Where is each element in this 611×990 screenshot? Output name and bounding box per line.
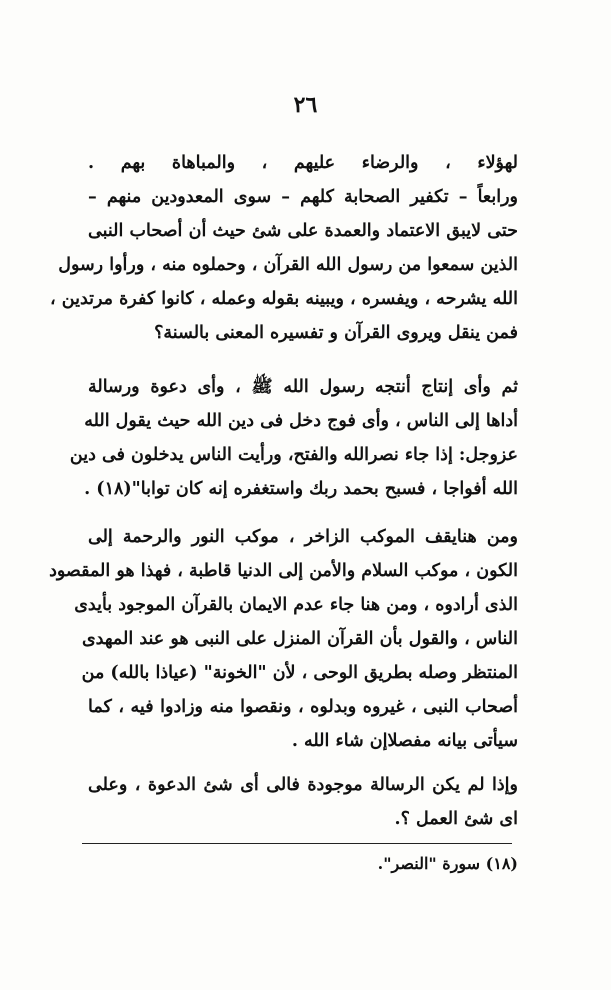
- paragraph-text: [49, 520, 518, 758]
- text-line: الله أفواجا ، فسبح بحمد ربك واستغفره إنه كان توابا"(١٨) .: [84, 479, 518, 499]
- paragraph-3: [49, 520, 518, 758]
- paragraph-text: [88, 768, 518, 836]
- text-line: لهؤلاء ، والرضاء عليهم ، والمباهاة بهم .: [88, 153, 518, 173]
- text-line: الذين سمعوا من رسول الله القرآن ، وحملوه منه ، ورأوا رسول: [58, 255, 518, 275]
- text-line: حتى لايبق الاعتماد والعمدة على شئ حيث أن أصحاب النبى: [88, 221, 518, 241]
- paragraph-text: [69, 370, 518, 506]
- text-line: الله يشرحه ، ويفسره ، ويبينه بقوله وعمله ، كانوا كفرة مرتدين ،: [50, 289, 518, 309]
- paragraph-4: [88, 768, 518, 836]
- paragraph-1: [50, 146, 518, 350]
- page-number: ٢٦: [293, 92, 318, 118]
- text-line: فمن ينقل ويروى القرآن و تفسيره المعنى بالسنة؟: [154, 323, 518, 343]
- text-line: أصحاب النبى ، غيروه وبدلوه ، ونقصوا منه وزادوا فيه ، كما: [88, 697, 518, 717]
- text-line: سيأتى بيانه مفصلاإن شاء الله .: [291, 731, 518, 751]
- text-line: الناس ، والقول بأن القرآن المنزل على النبى هو عند المهدى: [81, 629, 518, 649]
- paragraph-2: [69, 370, 518, 506]
- text-line: الذى أرادوه ، ومن هنا جاء عدم الايمان بالقرآن الموجود بأيدى: [74, 595, 518, 615]
- text-line: ورابعاً – تكفير الصحابة كلهم – سوى المعدودين منهم –: [88, 187, 518, 207]
- footnote-divider: [82, 843, 512, 844]
- footnote: (١٨) سورة "النصر".: [377, 854, 518, 873]
- text-line: ومن هنايقف الموكب الزاخر ، موكب النور والرحمة إلى: [88, 527, 518, 547]
- text-line: أداها إلى الناس ، وأى فوج دخل فى دين الله حيث يقول الله: [84, 411, 518, 431]
- text-line: الكون ، موكب السلام والأمن إلى الدنيا قاطبة ، فهذا هو المقصود: [49, 561, 518, 581]
- text-line: المنتظر وصله بطريق الوحى ، لأن "الخونة" (عياذا بالله) من: [81, 663, 518, 683]
- text-line: وإذا لم يكن الرسالة موجودة فالى أى شئ الدعوة ، وعلى: [88, 775, 518, 795]
- text-line: عزوجل: إذا جاء نصرالله والفتح، ورأيت الناس يدخلون فى دين: [69, 445, 518, 465]
- paragraph-text: [50, 146, 518, 350]
- text-line: اى شئ العمل ؟.: [394, 809, 518, 829]
- text-line: ثم وأى إنتاج أنتجه رسول الله ﷺ ، وأى دعوة ورسالة: [88, 377, 518, 397]
